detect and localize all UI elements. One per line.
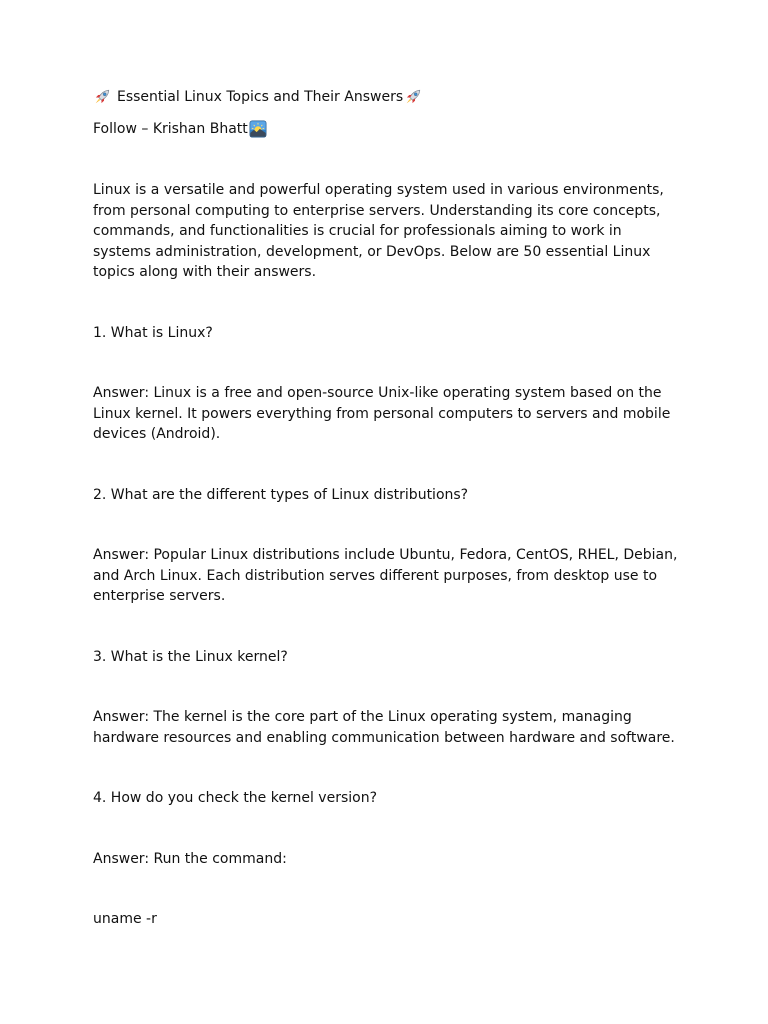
document-page [93,86,683,930]
answer-4: Answer: Run the command: [93,850,287,867]
question-4: 4. How do you check the kernel version? [93,790,378,806]
question-1: 1. What is Linux? [93,324,213,341]
intro-paragraph: Linux is a versatile and powerful operating system used in various environments, from personal computing to enterprise servers. Understanding its core concepts, commands, and functionalities is crucial for professionals aiming to work in systems administration, development, or DevOps. Below are 50 essential Linux topics along with their answers. [93,182,664,280]
follow-line [93,118,683,140]
sunrise-icon [249,120,267,138]
title-text: Essential Linux Topics and Their Answers [117,88,404,105]
command-text: uname -r [93,911,157,927]
follow-text: Follow – Krishan Bhatt [93,120,248,137]
document-title [93,86,683,108]
rocket-icon [93,88,111,106]
question-3: 3. What is the Linux kernel? [93,648,288,665]
rocket-icon [404,88,422,106]
answer-2: Answer: Popular Linux distributions include Ubuntu, Fedora, CentOS, RHEL, Debian, and Arch Linux. Each distribution serves different purposes, from desktop use to enterprise servers. [93,547,678,604]
answer-3: Answer: The kernel is the core part of the Linux operating system, managing hardware resources and enabling communication between hardware and software. [93,709,675,746]
answer-1: Answer: Linux is a free and open-source Unix-like operating system based on the Linux kernel. It powers everything from personal computers to servers and mobile devices (Android). [93,385,671,442]
question-2: 2. What are the different types of Linux distributions? [93,486,469,503]
